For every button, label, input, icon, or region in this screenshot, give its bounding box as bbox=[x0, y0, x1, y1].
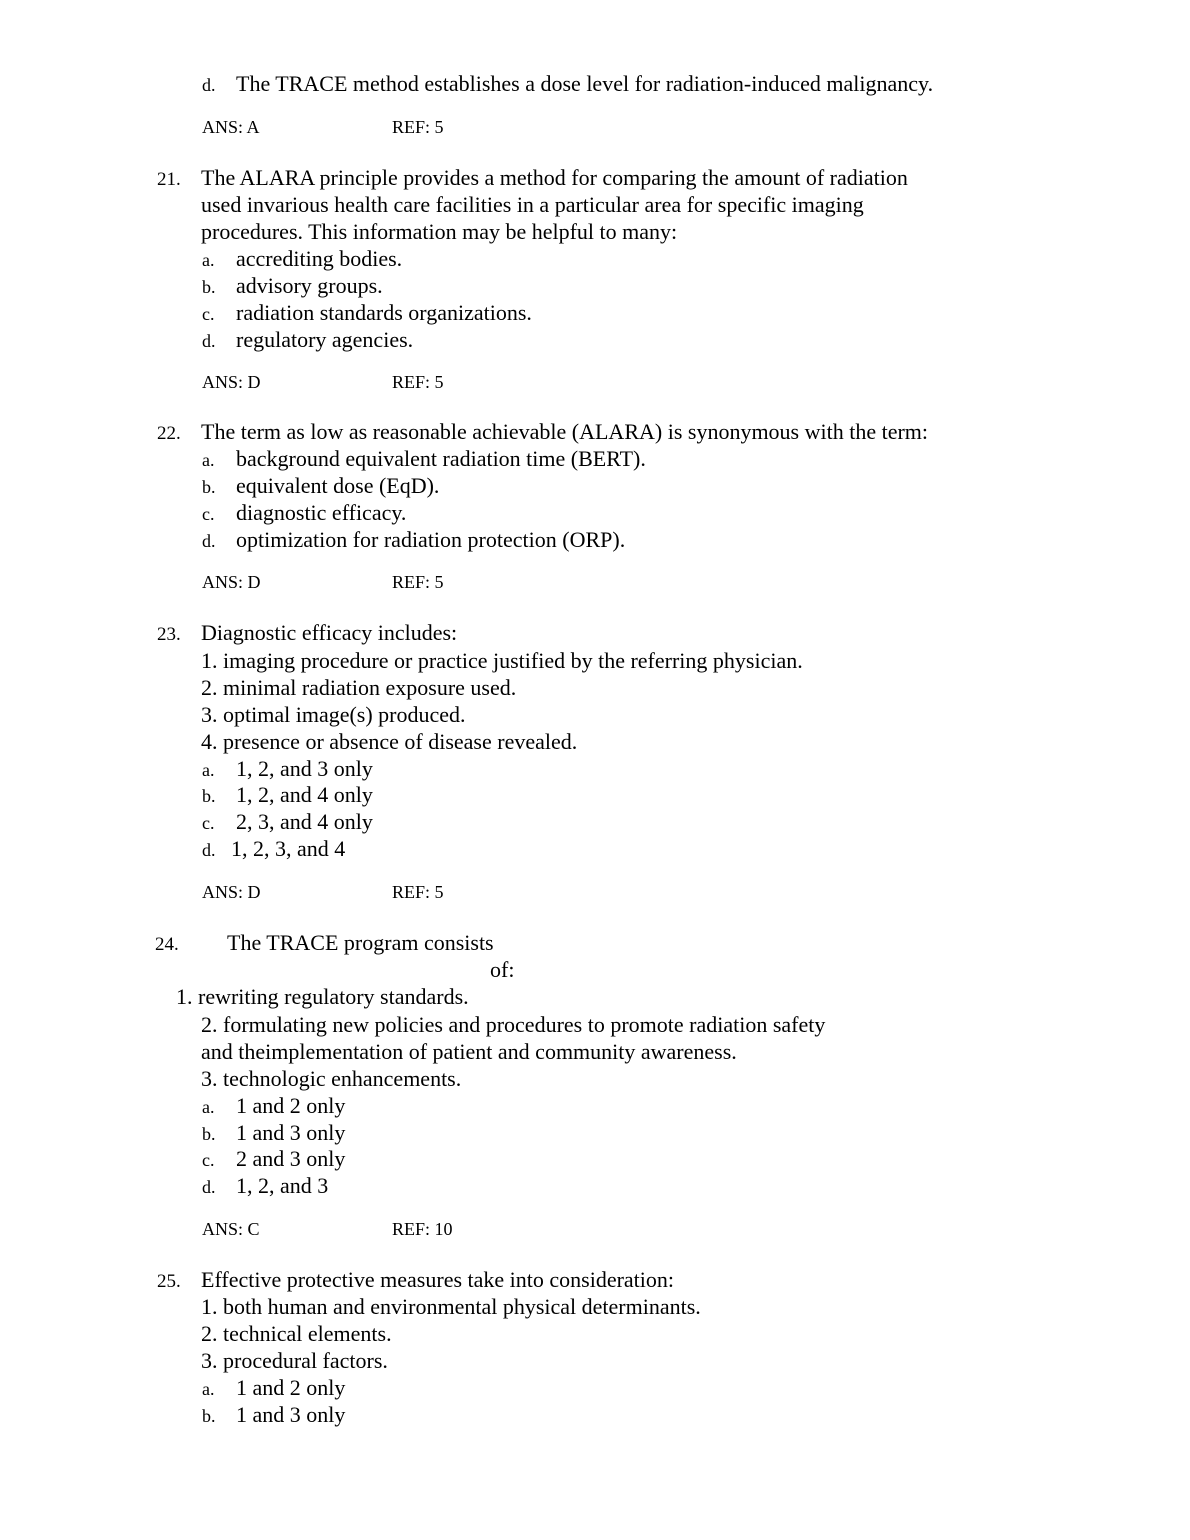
option-letter: c. bbox=[202, 1150, 215, 1170]
answer: ANS: D bbox=[202, 372, 261, 392]
list-item: 2. technical elements. bbox=[201, 1321, 392, 1346]
option-text: 1 and 2 only bbox=[236, 1093, 346, 1118]
list-item: 3. procedural factors. bbox=[201, 1348, 388, 1373]
option-letter: b. bbox=[202, 1124, 216, 1144]
option-letter: a. bbox=[202, 760, 215, 780]
question-number: 23. bbox=[157, 624, 181, 645]
option-text: advisory groups. bbox=[236, 273, 383, 298]
reference: REF: 5 bbox=[392, 882, 444, 902]
question-stem-line: The ALARA principle provides a method for comparing the amount of radiation bbox=[201, 165, 908, 190]
question-number: 22. bbox=[157, 423, 181, 444]
list-item: 1. both human and environmental physical determinants. bbox=[201, 1294, 701, 1319]
option-letter: b. bbox=[202, 477, 216, 497]
option-text: radiation standards organizations. bbox=[236, 300, 532, 325]
option-text: optimization for radiation protection (ORP). bbox=[236, 527, 626, 552]
option-letter: d. bbox=[202, 75, 216, 95]
option-letter: c. bbox=[202, 304, 215, 324]
option-letter: a. bbox=[202, 1097, 215, 1117]
question-number: 21. bbox=[157, 169, 181, 190]
list-item: 2. formulating new policies and procedures to promote radiation safety bbox=[201, 1012, 826, 1037]
option-letter: c. bbox=[202, 813, 215, 833]
option-letter: b. bbox=[202, 786, 216, 806]
option-text: 1, 2, 3, and 4 bbox=[231, 836, 346, 861]
question-stem-line: procedures. This information may be helpful to many: bbox=[201, 219, 678, 244]
question-stem-line: used invarious health care facilities in a particular area for specific imaging bbox=[201, 192, 864, 217]
option-text: 1 and 3 only bbox=[236, 1402, 346, 1427]
option-letter: a. bbox=[202, 450, 215, 470]
option-text: 2 and 3 only bbox=[236, 1146, 346, 1171]
option-text: accrediting bodies. bbox=[236, 246, 403, 271]
answer: ANS: D bbox=[202, 882, 261, 902]
option-letter: d. bbox=[202, 840, 216, 860]
question-stem-line: The TRACE program consists bbox=[227, 930, 494, 955]
option-letter: d. bbox=[202, 531, 216, 551]
list-item: 3. technologic enhancements. bbox=[201, 1066, 462, 1091]
option-letter: d. bbox=[202, 331, 216, 351]
option-letter: d. bbox=[202, 1177, 216, 1197]
answer: ANS: A bbox=[202, 117, 260, 137]
list-item: 1. rewriting regulatory standards. bbox=[176, 984, 469, 1009]
reference: REF: 5 bbox=[392, 117, 444, 137]
question-stem-line: Diagnostic efficacy includes: bbox=[201, 620, 458, 645]
option-letter: b. bbox=[202, 277, 216, 297]
option-text: 1 and 2 only bbox=[236, 1375, 346, 1400]
question-number: 25. bbox=[157, 1271, 181, 1292]
option-text: regulatory agencies. bbox=[236, 327, 414, 352]
option-text: 1 and 3 only bbox=[236, 1120, 346, 1145]
question-stem-line: The term as low as reasonable achievable (ALARA) is synonymous with the term: bbox=[201, 419, 929, 444]
answer: ANS: C bbox=[202, 1219, 260, 1239]
reference: REF: 10 bbox=[392, 1219, 453, 1239]
option-text: equivalent dose (EqD). bbox=[236, 473, 440, 498]
question-number: 24. bbox=[155, 934, 179, 955]
option-text: 2, 3, and 4 only bbox=[236, 809, 373, 834]
option-letter: b. bbox=[202, 1406, 216, 1426]
question-stem-line: of: bbox=[490, 957, 515, 982]
option-text: background equivalent radiation time (BERT). bbox=[236, 446, 646, 471]
list-item: and theimplementation of patient and community awareness. bbox=[201, 1039, 737, 1064]
reference: REF: 5 bbox=[392, 572, 444, 592]
option-letter: c. bbox=[202, 504, 215, 524]
list-item: 1. imaging procedure or practice justified by the referring physician. bbox=[201, 648, 803, 673]
option-text: diagnostic efficacy. bbox=[236, 500, 407, 525]
option-text: 1, 2, and 4 only bbox=[236, 782, 373, 807]
answer: ANS: D bbox=[202, 572, 261, 592]
list-item: 2. minimal radiation exposure used. bbox=[201, 675, 517, 700]
option-text: 1, 2, and 3 only bbox=[236, 756, 373, 781]
list-item: 3. optimal image(s) produced. bbox=[201, 702, 466, 727]
option-letter: a. bbox=[202, 1379, 215, 1399]
question-stem-line: Effective protective measures take into consideration: bbox=[201, 1267, 675, 1292]
option-text: The TRACE method establishes a dose level for radiation-induced malignancy. bbox=[236, 71, 934, 96]
option-text: 1, 2, and 3 bbox=[236, 1173, 329, 1198]
option-letter: a. bbox=[202, 250, 215, 270]
list-item: 4. presence or absence of disease revealed. bbox=[201, 729, 578, 754]
reference: REF: 5 bbox=[392, 372, 444, 392]
